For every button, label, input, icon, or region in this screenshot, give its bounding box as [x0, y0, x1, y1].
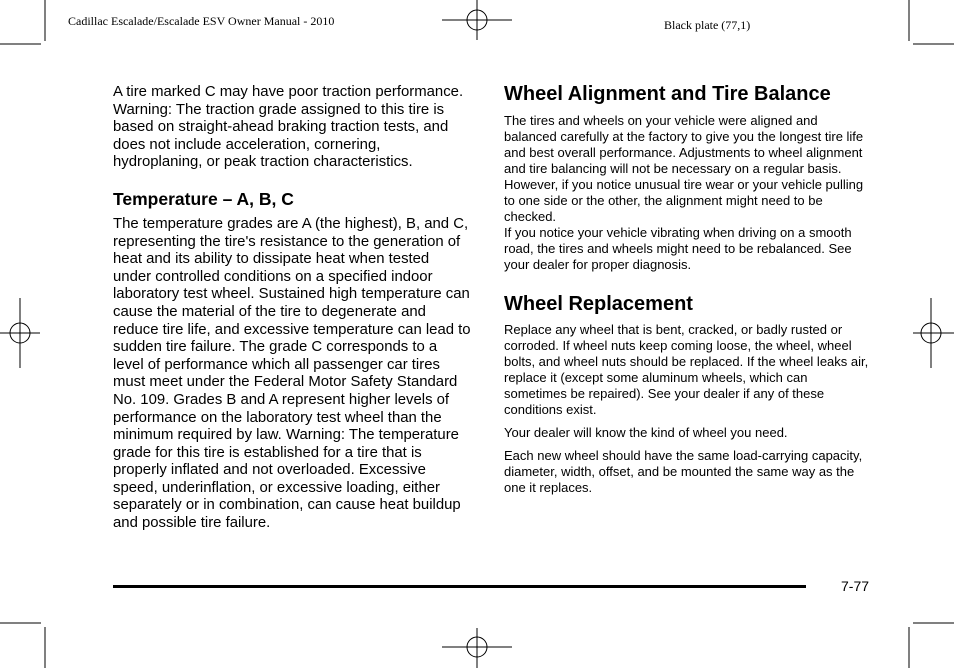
left-column [113, 84, 471, 533]
traction-warning-paragraph: A tire marked C may have poor traction performance. Warning: The traction grade assigned to this tire is based on straight-ahead braking traction tests, and does not include acceleration, cornering, hydroplaning, or peak traction characteristics. [113, 84, 464, 171]
header-plate-label: Black plate (77,1) [664, 18, 751, 32]
replacement-paragraph: Replace any wheel that is bent, cracked, or badly rusted or corroded. If wheel nuts keep coming loose, the wheel, wheel bolts, and wheel nuts should be replaced. If the wheel leaks air, replace it (except some aluminum wheels, which can sometimes be repaired). See your dealer if any of these conditions exist. [504, 322, 869, 417]
alignment-paragraph: The tires and wheels on your vehicle were aligned and balanced carefully at the factory to give you the longest tire life and best overall performance. Adjustments to wheel alignment and tire balancing will not be necessary on a regular basis. However, if you notice unusual tire wear or your vehicle pulling to one side or the other, the alignment might need to be checked. [504, 113, 864, 224]
new-wheel-paragraph: Each new wheel should have the same load-carrying capacity, diameter, width, offset, and be mounted the same way as the one it replaces. [504, 448, 863, 495]
temperature-heading: Temperature – A, B, C [113, 188, 294, 209]
temperature-paragraph: The temperature grades are A (the highest), B, and C, representing the tire's resistance to the generation of heat and its ability to dissipate heat when tested under controlled conditions on a specified indoor laboratory test wheel. Sustained high temperature can cause the material of the tire to degenerate and reduce tire life, and excessive temperature can lead to sudden tire failure. The grade C corresponds to a level of performance which all passenger car tires must meet under the Federal Motor Safety Standard No. 109. Grades B and A represent higher levels of performance on the laboratory test wheel than the minimum required by law. Warning: The temperature grade for this tire is established for a tire that is properly inflated and not overloaded. Excessive speed, underinflation, or excessive loading, either separately or in combination, can cause heat buildup and possible tire failure. [113, 215, 471, 532]
dealer-knows-paragraph: Your dealer will know the kind of wheel you need. [504, 425, 788, 440]
footer-rule [113, 585, 806, 588]
wheel-replacement-heading: Wheel Replacement [504, 293, 693, 315]
header-manual-title: Cadillac Escalade/Escalade ESV Owner Manual - 2010 [68, 14, 335, 28]
wheel-alignment-heading: Wheel Alignment and Tire Balance [504, 83, 831, 105]
page-number: 7-77 [841, 578, 870, 594]
right-column [504, 82, 870, 503]
rebalance-paragraph: If you notice your vehicle vibrating when driving on a smooth road, the tires and wheels might need to be rebalanced. See your dealer for proper diagnosis. [504, 225, 852, 272]
